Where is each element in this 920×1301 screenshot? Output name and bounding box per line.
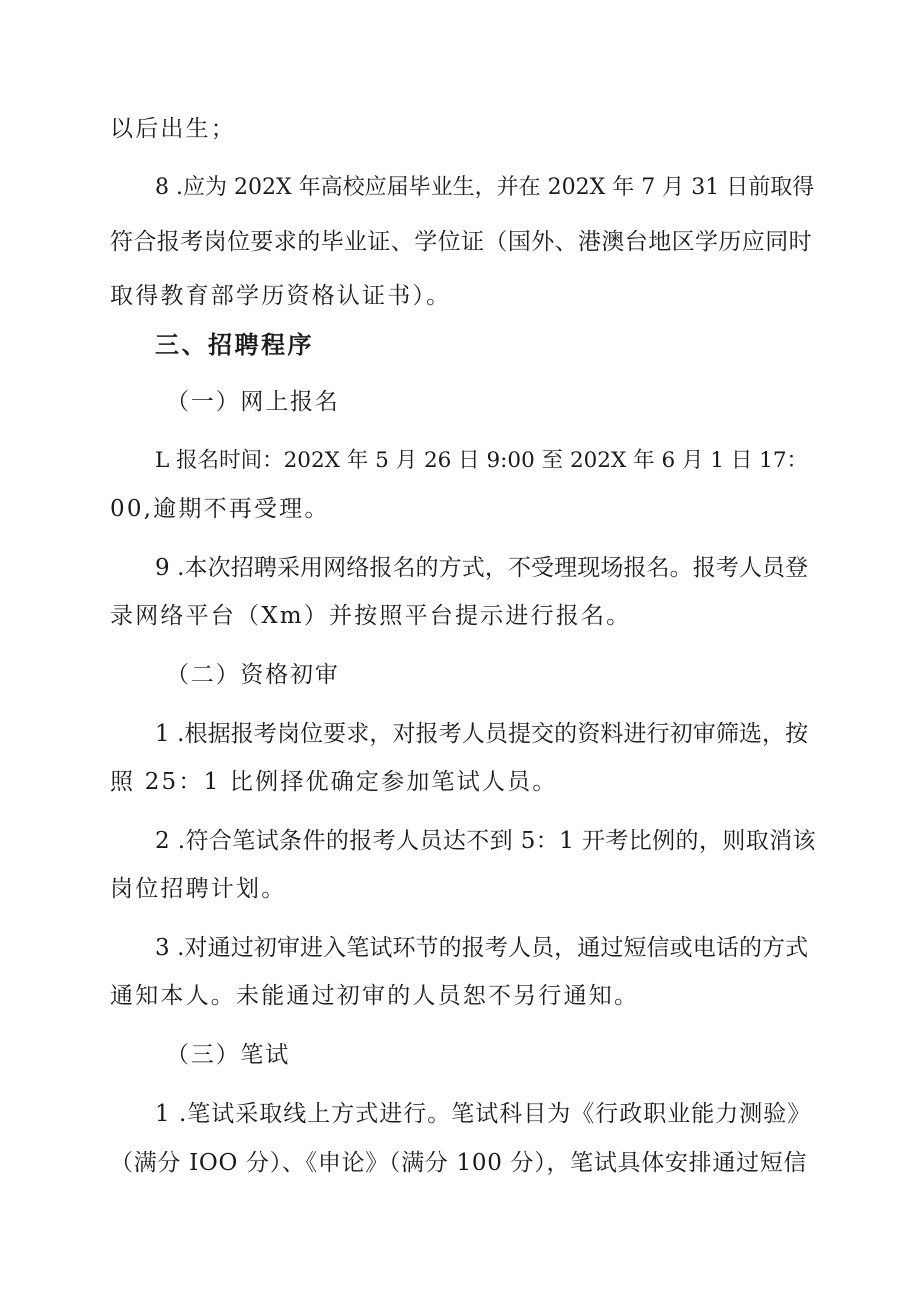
paragraph-line: 00,逾期不再受理。 (110, 496, 330, 522)
paragraph-line: 录网络平台（Xm）并按照平台提示进行报名。 (110, 603, 632, 629)
paragraph-line: 通知本人。未能通过初审的人员恕不另行通知。 (110, 983, 640, 1009)
paragraph-line: 1 .笔试采取线上方式进行。笔试科目为《行政职业能力测验》 (155, 1101, 812, 1127)
paragraph-line: 符合报考岗位要求的毕业证、学位证（国外、港澳台地区学历应同时 (110, 229, 812, 255)
subsection-heading: （三）笔试 (166, 1042, 290, 1068)
paragraph-line: 以后出生； (110, 116, 236, 142)
paragraph-line: 岗位招聘计划。 (110, 876, 287, 902)
paragraph-line: 3 .对通过初审进入笔试环节的报考人员，通过短信或电话的方式 (155, 935, 809, 961)
paragraph-line: 取得教育部学历资格认证书）。 (110, 283, 452, 309)
paragraph-line: L 报名时间：202X 年 5 月 26 日 9:00 至 202X 年 6 月 1 日 17： (155, 448, 809, 473)
subsection-heading: （二）资格初审 (166, 662, 340, 688)
paragraph-line: 1 .根据报考岗位要求，对报考人员提交的资料进行初审筛选，按 (155, 721, 809, 747)
paragraph-line: 8 .应为 202X 年高校应届毕业生，并在 202X 年 7 月 31 日前取得 (155, 175, 815, 200)
paragraph-line: 9 .本次招聘采用网络报名的方式，不受理现场报名。报考人员登 (155, 555, 809, 581)
section-heading: 三、招聘程序 (155, 331, 314, 359)
paragraph-line: 照 25：1 比例择优确定参加笔试人员。 (110, 769, 558, 795)
paragraph-line: （满分 IOO 分）、《申论》（满分 100 分），笔试具体安排通过短信 (110, 1150, 808, 1176)
paragraph-line: 2 .符合笔试条件的报考人员达不到 5：1 开考比例的，则取消该 (155, 828, 816, 854)
subsection-heading: （一）网上报名 (166, 389, 340, 415)
